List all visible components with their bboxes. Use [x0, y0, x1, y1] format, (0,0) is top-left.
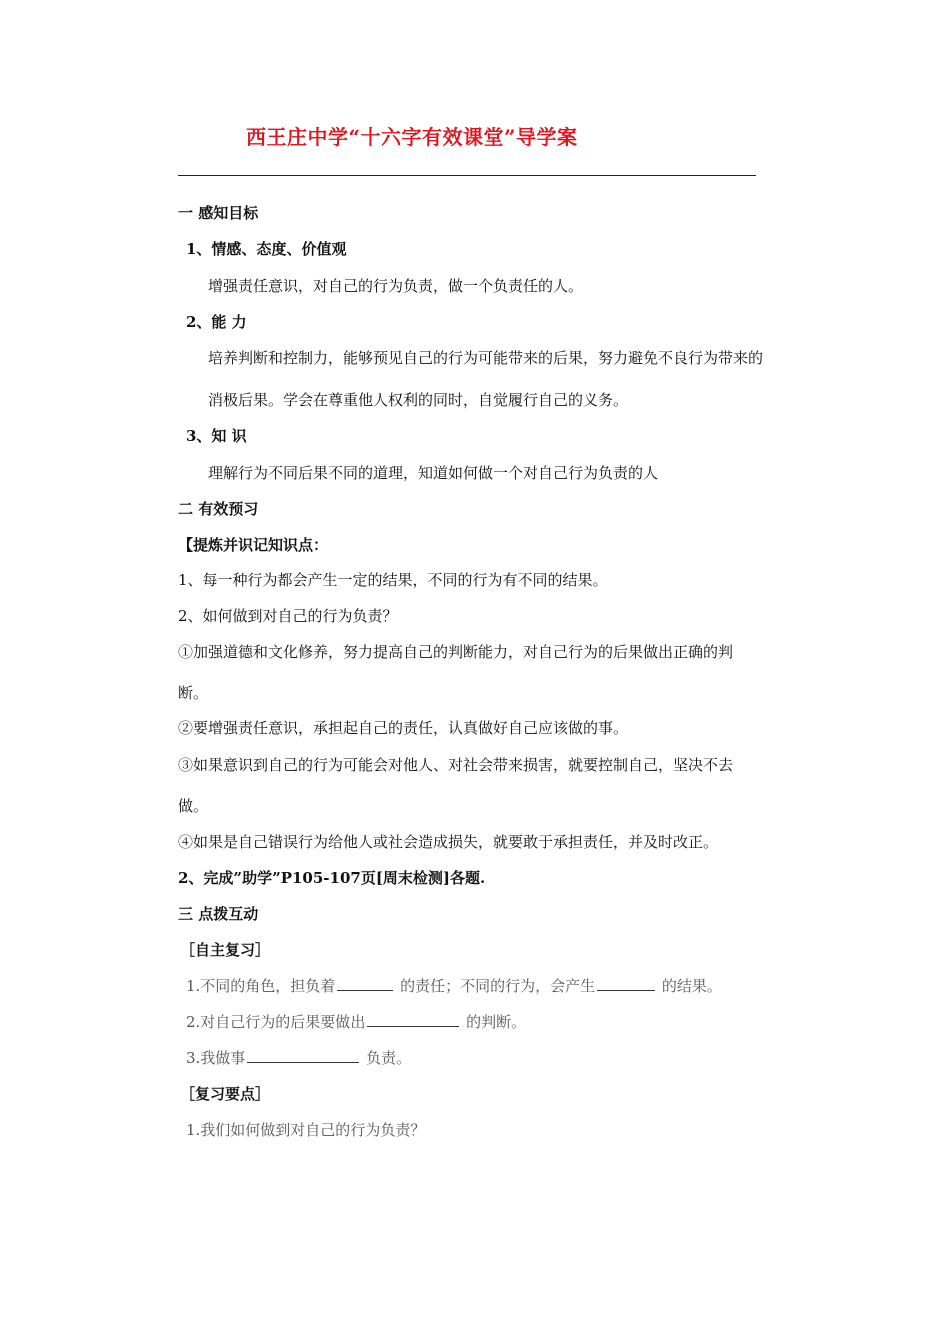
answer-blank-4[interactable]: [247, 1048, 359, 1063]
review-question-1-part1: 1.不同的角色，担负着: [186, 977, 336, 995]
knowledge-point-1: 1、每一种行为都会产生一定的结果，不同的行为有不同的结果。: [178, 571, 608, 589]
review-question-3-part2: 负责。: [366, 1049, 412, 1067]
review-question-1: [186, 976, 722, 996]
review-question-2-part2: 的判断。: [466, 1013, 527, 1031]
knowledge-point-2: 2、如何做到对自己的行为负责？: [178, 607, 398, 625]
knowledge-point-2-item-4: ④如果是自己错误行为给他人或社会造成损失，就要敢于承担责任，并及时改正。: [178, 833, 719, 851]
answer-blank-2[interactable]: [597, 976, 655, 991]
knowledge-points-title: 【提炼并识记知识点：: [178, 536, 329, 554]
goal-2-label: 2、能 力: [186, 313, 247, 331]
review-question-3-part1: 3.我做事: [186, 1049, 246, 1067]
title-divider: [178, 175, 756, 176]
answer-blank-3[interactable]: [367, 1012, 459, 1027]
goal-1-text: 增强责任意识，对自己的行为负责，做一个负责任的人。: [208, 277, 584, 295]
section-1-heading: 一 感知目标: [178, 204, 259, 222]
knowledge-point-2-item-3-line2: 做。: [178, 797, 209, 815]
goal-1-label: 1、情感、态度、价值观: [186, 240, 347, 258]
answer-blank-1[interactable]: [337, 976, 393, 991]
review-question-2: [186, 1012, 526, 1032]
homework-task: 2、完成”助学”P105-107页[周末检测]各题.: [178, 869, 486, 887]
review-question-3: [186, 1048, 411, 1068]
goal-3-text: 理解行为不同后果不同的道理，知道如何做一个对自己行为负责的人: [208, 464, 659, 482]
goal-2-text-line1: 培养判断和控制力，能够预见自己的行为可能带来的后果，努力避免不良行为带来的: [208, 349, 764, 367]
goal-3-label: 3、知 识: [186, 427, 247, 445]
knowledge-point-2-item-2: ②要增强责任意识，承担起自己的责任，认真做好自己应该做的事。: [178, 719, 629, 737]
knowledge-point-2-item-1-line1: ①加强道德和文化修养，努力提高自己的判断能力，对自己行为的后果做出正确的判: [178, 643, 734, 661]
section-3-heading: 三 点拨互动: [178, 905, 259, 923]
review-point-question-1: 1.我们如何做到对自己的行为负责？: [186, 1121, 426, 1139]
review-question-1-part3: 的结果。: [661, 977, 722, 995]
section-2-heading: 二 有效预习: [178, 500, 259, 518]
knowledge-point-2-item-3-line1: ③如果意识到自己的行为可能会对他人、对社会带来损害，就要控制自己，坚决不去: [178, 756, 734, 774]
knowledge-point-2-item-1-line2: 断。: [178, 684, 209, 702]
review-question-1-part2: 的责任；不同的行为，会产生: [400, 977, 596, 995]
review-question-2-part1: 2.对自己行为的后果要做出: [186, 1013, 366, 1031]
self-review-title: ［自主复习］: [180, 941, 271, 959]
document-title: 西王庄中学“十六字有效课堂”导学案: [246, 125, 578, 149]
review-points-title: ［复习要点］: [180, 1085, 271, 1103]
goal-2-text-line2: 消极后果。学会在尊重他人权利的同时，自觉履行自己的义务。: [208, 391, 629, 409]
